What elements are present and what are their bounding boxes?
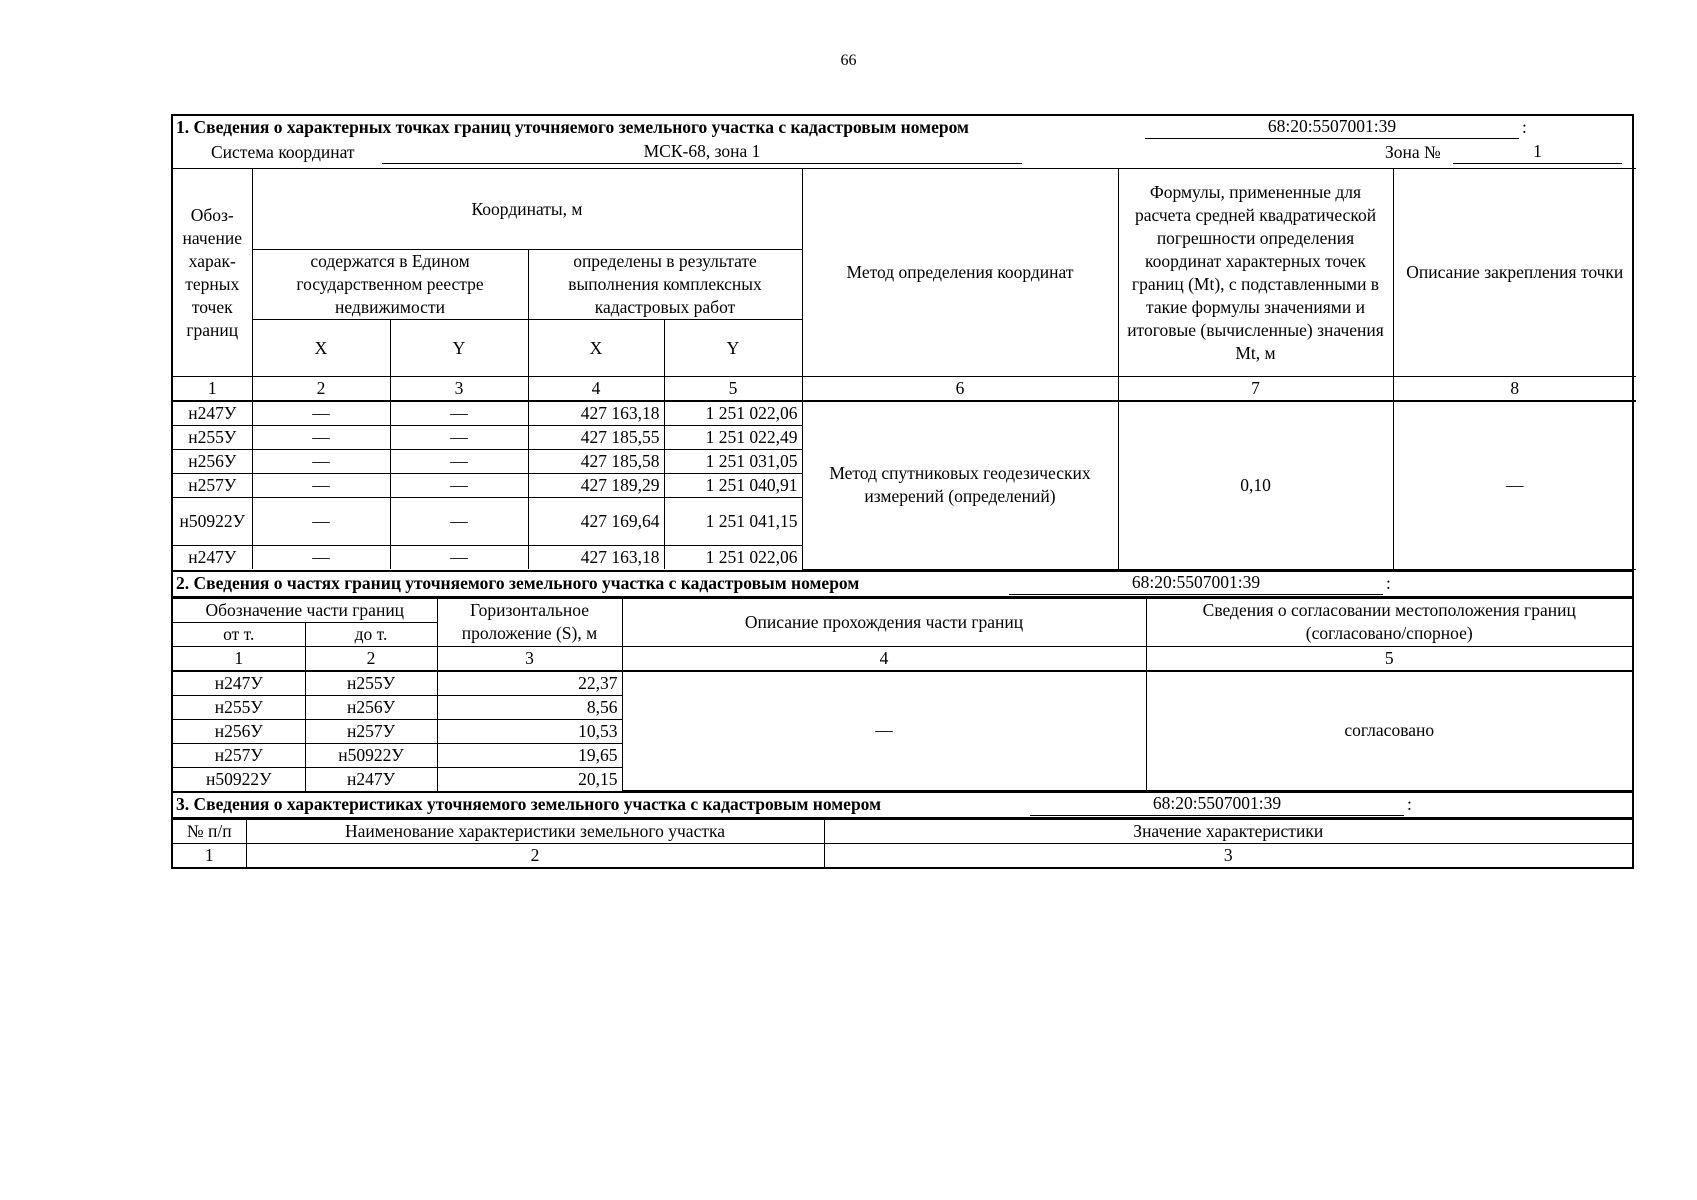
point-name: н50922У: [173, 498, 252, 546]
col-number: 3: [824, 844, 1632, 868]
header-name: Наименование характеристики земельного участка: [246, 820, 824, 844]
coord-system-value: МСК-68, зона 1: [382, 141, 1022, 164]
col-number: 2: [252, 377, 390, 402]
coord-system-label: Система координат: [211, 142, 355, 162]
y-egrn: —: [390, 401, 528, 426]
to-point: н50922У: [305, 743, 437, 767]
y-egrn: —: [390, 498, 528, 546]
table-row: [173, 671, 1632, 696]
from-point: н257У: [173, 743, 305, 767]
point-name: н255У: [173, 426, 252, 450]
col-number: 1: [173, 844, 246, 868]
header-fixing: Описание закрепления точки: [1393, 169, 1636, 377]
zone-value: 1: [1453, 141, 1622, 164]
x-value: 427 163,18: [528, 401, 664, 426]
header-from: от т.: [173, 622, 305, 646]
header-num: № п/п: [173, 820, 246, 844]
section-1: [171, 114, 1634, 570]
x-egrn: —: [252, 450, 390, 474]
x-egrn: —: [252, 401, 390, 426]
to-point: н256У: [305, 695, 437, 719]
x-egrn: —: [252, 474, 390, 498]
col-number: 7: [1118, 377, 1393, 402]
page-number: 66: [840, 52, 857, 69]
section-1-cadastral-number: 68:20:5507001:39: [1145, 116, 1519, 139]
section-3-cadastral-number: 68:20:5507001:39: [1030, 793, 1404, 816]
header-agreement: Сведения о согласовании местоположения границ (согласовано/спорное): [1146, 598, 1632, 646]
header-x-kkr: X: [528, 320, 664, 377]
from-point: н255У: [173, 695, 305, 719]
description-value: —: [622, 671, 1146, 791]
distance: 10,53: [437, 719, 622, 743]
point-name: н247У: [173, 401, 252, 426]
header-egrn: содержатся в Едином государственном реестре недвижимости: [252, 250, 528, 320]
x-egrn: —: [252, 546, 390, 570]
x-value: 427 189,29: [528, 474, 664, 498]
x-egrn: —: [252, 426, 390, 450]
y-value: 1 251 040,91: [664, 474, 802, 498]
point-name: н257У: [173, 474, 252, 498]
section-3-table: [173, 819, 1632, 867]
y-value: 1 251 041,15: [664, 498, 802, 546]
col-number: 4: [622, 646, 1146, 671]
header-formulas: Формулы, примененные для расчета средней квадратической погрешности определения координат характерных точек границ (Mt), с подставленными в такие формулы значениями и итоговые (вычисленные) значения Mt, м: [1118, 169, 1393, 377]
header-y-kkr: Y: [664, 320, 802, 377]
point-name: н256У: [173, 450, 252, 474]
from-point: н256У: [173, 719, 305, 743]
col-number: 1: [173, 377, 252, 402]
section-3-title: 3. Сведения о характеристиках уточняемого земельного участка с кадастровым номером: [176, 794, 882, 814]
y-egrn: —: [390, 450, 528, 474]
y-value: 1 251 022,06: [664, 401, 802, 426]
point-name: н247У: [173, 546, 252, 570]
y-egrn: —: [390, 474, 528, 498]
x-value: 427 169,64: [528, 498, 664, 546]
col-number: 2: [246, 844, 824, 868]
col-number: 1: [173, 646, 305, 671]
col-number: 6: [802, 377, 1118, 402]
table-row: [173, 401, 1636, 426]
header-part-designation: Обозначение части границ: [173, 598, 437, 622]
distance: 22,37: [437, 671, 622, 696]
section-2-colon: :: [1386, 572, 1391, 593]
col-number: 5: [1146, 646, 1632, 671]
header-to: до т.: [305, 622, 437, 646]
y-egrn: —: [390, 546, 528, 570]
distance: 8,56: [437, 695, 622, 719]
section-2-table: [173, 598, 1632, 792]
col-number: 3: [437, 646, 622, 671]
to-point: н255У: [305, 671, 437, 696]
from-point: н50922У: [173, 767, 305, 791]
mt-value: 0,10: [1118, 401, 1393, 569]
section-3-header: [173, 793, 1632, 819]
from-point: н247У: [173, 671, 305, 696]
col-number: 8: [1393, 377, 1636, 402]
y-value: 1 251 022,49: [664, 426, 802, 450]
header-y-egrn: Y: [390, 320, 528, 377]
cadastral-sheet: [171, 114, 1634, 869]
col-number: 3: [390, 377, 528, 402]
distance: 20,15: [437, 767, 622, 791]
header-method: Метод определения координат: [802, 169, 1118, 377]
section-1-title: 1. Сведения о характерных точках границ уточняемого земельного участка с кадастровым номером: [176, 117, 969, 137]
header-value: Значение характеристики: [824, 820, 1632, 844]
fixing-value: —: [1393, 401, 1636, 569]
section-2: [171, 570, 1634, 792]
distance: 19,65: [437, 743, 622, 767]
section-1-table: [173, 168, 1636, 570]
header-description: Описание прохождения части границ: [622, 598, 1146, 646]
header-horizontal: Горизонтальное проложение (S), м: [437, 598, 622, 646]
method-value: Метод спутниковых геодезических измерений (определений): [802, 401, 1118, 569]
x-egrn: —: [252, 498, 390, 546]
to-point: н247У: [305, 767, 437, 791]
to-point: н257У: [305, 719, 437, 743]
zone-label: Зона №: [1385, 142, 1441, 162]
section-3: [171, 791, 1634, 869]
header-designation: Обоз-начение харак-терных точек границ: [173, 169, 252, 377]
header-kkr: определены в результате выполнения комплексных кадастровых работ: [528, 250, 802, 320]
y-egrn: —: [390, 426, 528, 450]
x-value: 427 185,58: [528, 450, 664, 474]
section-2-cadastral-number: 68:20:5507001:39: [1009, 572, 1383, 595]
header-x-egrn: X: [252, 320, 390, 377]
y-value: 1 251 031,05: [664, 450, 802, 474]
x-value: 427 163,18: [528, 546, 664, 570]
section-2-header: [173, 572, 1632, 598]
section-3-colon: :: [1407, 794, 1412, 814]
section-1-colon: :: [1522, 117, 1527, 137]
col-number: 4: [528, 377, 664, 402]
col-number: 5: [664, 377, 802, 402]
y-value: 1 251 022,06: [664, 546, 802, 570]
x-value: 427 185,55: [528, 426, 664, 450]
col-number: 2: [305, 646, 437, 671]
agreement-value: согласовано: [1146, 671, 1632, 791]
section-1-header: [173, 116, 1632, 168]
section-2-title: 2. Сведения о частях границ уточняемого земельного участка с кадастровым номером: [176, 572, 860, 593]
header-coordinates: Координаты, м: [252, 169, 802, 250]
